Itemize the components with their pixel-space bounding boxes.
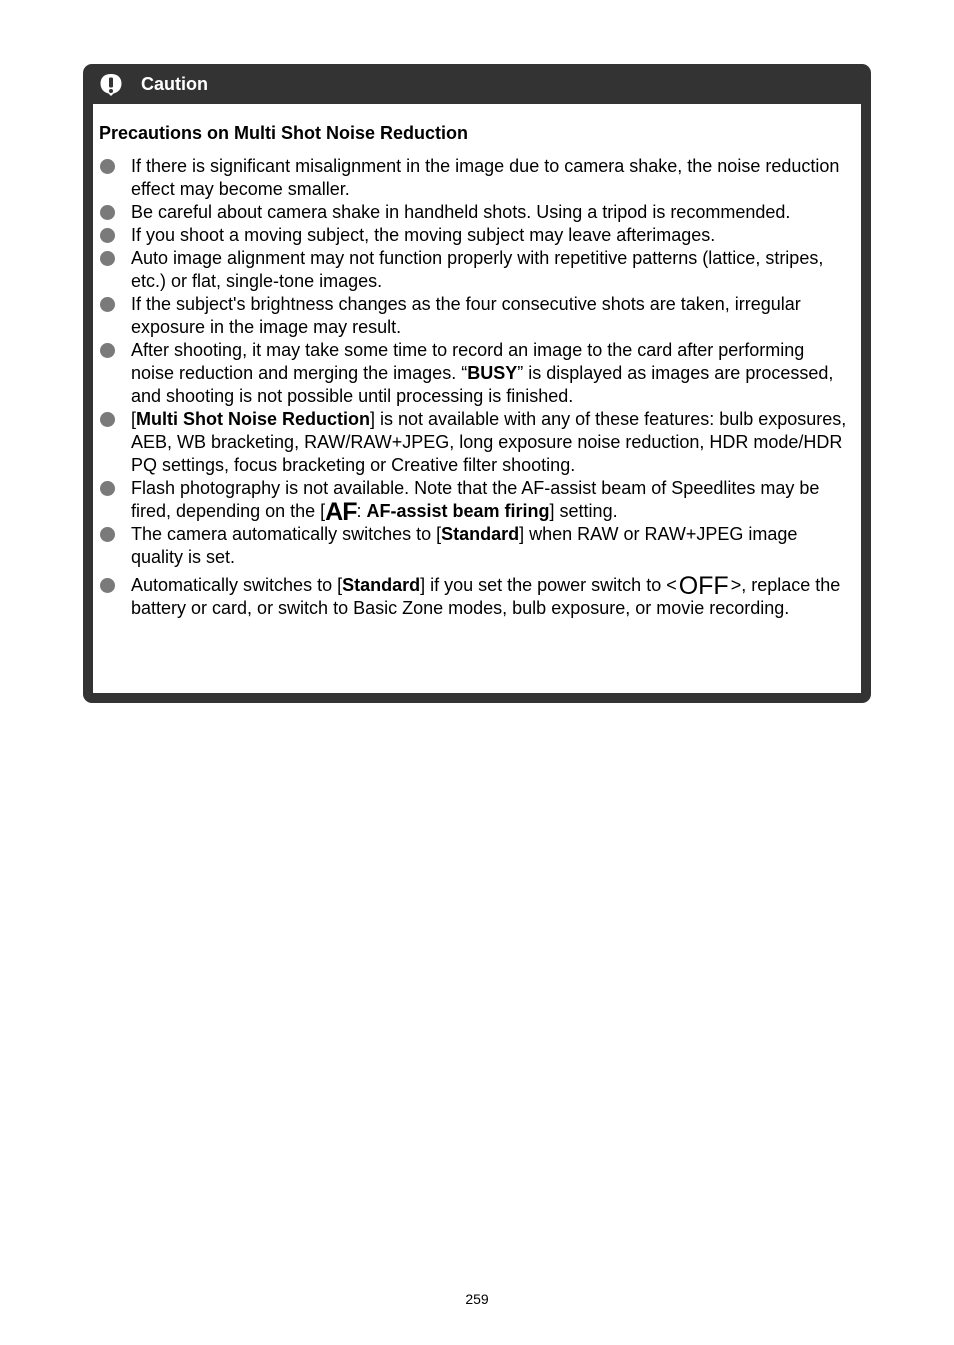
list-item xyxy=(93,293,861,339)
list-item-text: Automatically switches to [ xyxy=(131,575,343,595)
list-item xyxy=(93,477,861,526)
caution-box xyxy=(83,64,871,703)
list-item-text: If the subject's brightness changes as the four consecutive shots are taken, irregular exposure in the image may result. xyxy=(131,294,801,337)
list-item-text: Be careful about camera shake in handheld shots. Using a tripod is recommended. xyxy=(131,202,791,222)
list-item-text: [ xyxy=(131,409,137,429)
list-item-text: The camera automatically switches to [ xyxy=(131,524,442,544)
caution-body xyxy=(93,104,861,693)
bullet-dot-icon xyxy=(100,527,115,542)
list-item-text: ] is not available with any of these features: bulb exposures, AEB, WB bracketing, RAW/RAW+JPEG, long exposure noise reduction, HDR mode/HDR PQ settings, focus bracketing or Creative filter shooting. xyxy=(131,409,847,475)
bullet-dot-icon xyxy=(100,412,115,427)
list-item xyxy=(93,574,861,620)
list-item xyxy=(93,201,861,224)
list-item xyxy=(93,247,861,293)
power-off-icon: OFF xyxy=(678,572,729,600)
list-item xyxy=(93,224,861,247)
list-item-text: ] when RAW or RAW+JPEG image quality is set. xyxy=(131,524,798,567)
list-item-text: ” is displayed as images are processed, and shooting is not possible until processing is finished. xyxy=(131,363,834,406)
section-heading: Precautions on Multi Shot Noise Reduction xyxy=(99,123,469,143)
bullet-list xyxy=(93,155,861,620)
list-item xyxy=(93,339,861,408)
list-item xyxy=(93,523,861,569)
page-number: 259 xyxy=(465,1291,489,1307)
list-item-text: : xyxy=(356,501,367,521)
list-item-text: If you shoot a moving subject, the moving subject may leave afterimages. xyxy=(131,225,716,245)
caution-title: Caution xyxy=(141,74,208,94)
menu-item-name: Multi Shot Noise Reduction xyxy=(136,409,371,429)
exclamation-icon xyxy=(99,73,123,97)
bullet-dot-icon xyxy=(100,205,115,220)
list-item-text: >, replace the battery or card, or switch to Basic Zone modes, bulb exposure, or movie recording. xyxy=(131,575,841,618)
bullet-dot-icon xyxy=(100,297,115,312)
menu-item-name: Standard xyxy=(441,524,520,544)
bullet-dot-icon xyxy=(100,228,115,243)
bullet-dot-icon xyxy=(100,578,115,593)
list-item xyxy=(93,155,861,201)
af-menu-icon: AF xyxy=(325,498,357,526)
caution-header xyxy=(83,64,871,104)
bullet-dot-icon xyxy=(100,481,115,496)
list-item-text: ] if you set the power switch to < xyxy=(420,575,677,595)
list-item-text: After shooting, it may take some time to record an image to the card after performing noise reduction and merging the images. “ xyxy=(131,340,805,383)
busy-indicator-text: BUSY xyxy=(467,363,518,383)
list-item-text: Auto image alignment may not function properly with repetitive patterns (lattice, stripes, etc.) or flat, single-tone images. xyxy=(131,248,824,291)
bullet-dot-icon xyxy=(100,343,115,358)
bullet-dot-icon xyxy=(100,159,115,174)
bullet-dot-icon xyxy=(100,251,115,266)
list-item-text: If there is significant misalignment in the image due to camera shake, the noise reduction effect may become smaller. xyxy=(131,156,840,199)
list-item-text: ] setting. xyxy=(549,501,618,521)
menu-item-name: Standard xyxy=(342,575,421,595)
list-item-text: Flash photography is not available. Note that the AF-assist beam of Speedlites may be fired, depending on the [ xyxy=(131,478,820,521)
list-item xyxy=(93,408,861,477)
menu-item-name: AF-assist beam firing xyxy=(366,501,550,521)
